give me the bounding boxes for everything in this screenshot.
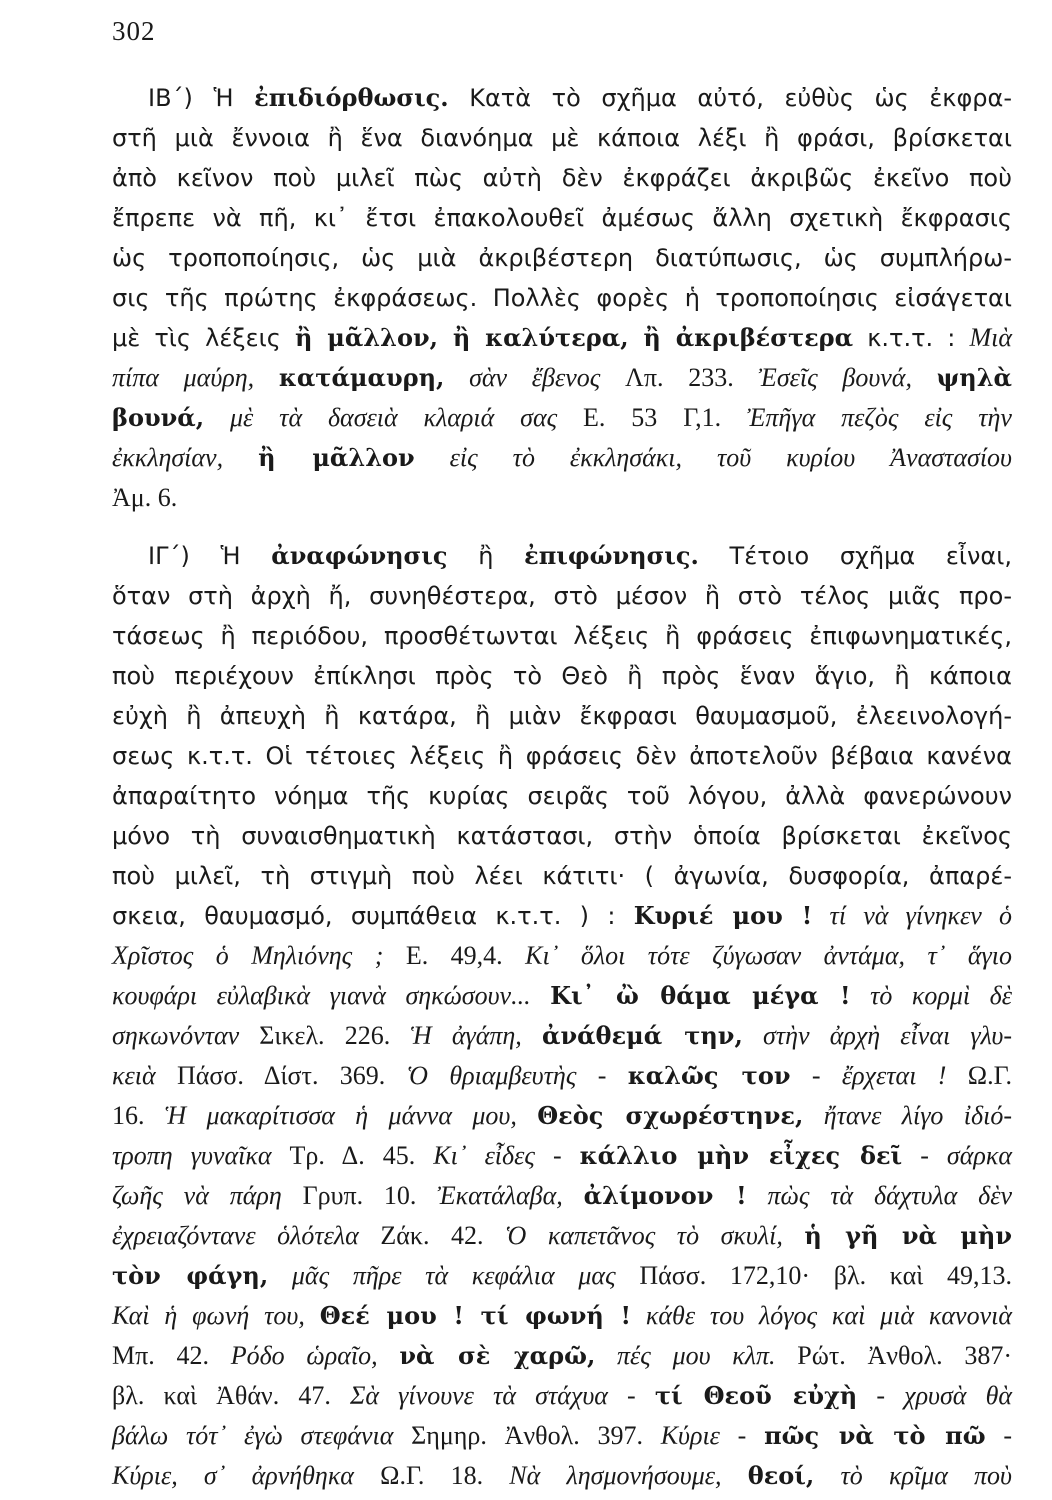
emphasized-phrase: θεοί, [747,1461,815,1490]
text-run: ποὺ μιλεῖ, τὴ στιγμὴ ποὺ λέει κάτιτι· ( ἀγωνία, δυσφορία, ἀπαρέ- [112,862,1012,890]
text-run: τὸ κορμὶ δὲ [850,981,1013,1010]
text-run: Ἐπῆγα πεζὸς εἰς τὴν [746,403,1012,432]
section-ig-line [112,776,1012,816]
text-run: Ἡ ἀγάπη, [410,1021,542,1050]
emphasized-phrase: Κυριέ μου ! [633,901,813,930]
section-ib-line [112,238,1012,278]
section-ig-line [112,656,1012,696]
emphasized-phrase: ἢ μᾶλλον [258,443,415,472]
section-ig-line [112,1216,1012,1256]
text-run: Γρυπ. 10. [302,1181,438,1210]
text-run: μὲ τὰ δασειὰ κλαριά σας [204,403,584,432]
section-ig-line [112,696,1012,736]
section-ig-line [112,1376,1012,1416]
text-run: Χρῖστος ὁ Μηλιόνης ; [112,941,406,970]
text-run: Πάσσ. Δίστ. 369. [176,1061,407,1090]
text-run: Λπ. 233. [625,363,759,392]
text-run: Σὰ γίνουνε τὰ στάχυα - [349,1381,655,1410]
section-ig-line [112,856,1012,896]
text-run: Κύριε, σ᾽ ἀρνήθηκα [112,1461,381,1490]
emphasized-phrase: κατάμαυρη, [278,363,445,392]
section-ig-line [112,1416,1012,1456]
emphasized-phrase: καλῶς τον [627,1061,791,1090]
text-run: πές μου κλπ. [595,1341,798,1370]
text-run: βάλω τότ᾽ ἐγὼ στεφάνια [112,1421,412,1450]
text-run: ἔπρεπε νὰ πῆ, κι᾽ ἔτσι ἐπακολουθεῖ ἀμέσως ἄλλη σχετικὴ ἔκφρασις [112,204,1012,232]
text-run: ΙΒ΄) Ἡ [148,84,255,112]
text-run: Κατὰ τὸ σχῆμα αὐτό, εὐθὺς ὡς ἐκφρα- [448,84,1012,112]
text-run: Κι᾽ εἶδες - [433,1141,580,1170]
section-ib-line [112,78,1012,118]
text-run: Ἐκατάλαβα, [437,1181,584,1210]
text-run: τὸ κρῖμα ποὺ [814,1461,1012,1490]
section-ib-paragraph [112,78,1012,518]
emphasized-phrase: ἡ γῆ νὰ μὴν [804,1221,1012,1250]
text-run: Ρώτ. Ἀνθολ. 387· [797,1341,1012,1370]
emphasized-phrase: ἐπιφώνησις. [524,541,699,570]
section-ig-line [112,976,1012,1016]
emphasized-phrase: ψηλὰ [936,363,1013,392]
section-ib-line [112,318,1012,358]
section-ib-line [112,198,1012,238]
text-run: τάσεως ἢ περιόδου, προσθέτωνται λέξεις ἢ φράσεις ἐπιφωνηματικές, [112,622,1012,650]
text-run: τί νὰ γίνηκεν ὁ [812,901,1012,930]
section-ig-line [112,1256,1012,1296]
text-run: σηκωνόνταν [112,1021,260,1050]
section-ig-line [112,616,1012,656]
text-run: ζωῆς νὰ πάρη [112,1181,303,1210]
text-run: Ε. 53 Γ,1. [583,403,747,432]
emphasized-phrase: ἀλίμονον ! [583,1181,747,1210]
text-run: - ἔρχεται ! [790,1061,968,1090]
text-run: Κύριε - [660,1421,765,1450]
text-run: Ω.Γ. 18. [380,1461,510,1490]
text-run: Ρόδο ὡραῖο, [230,1341,400,1370]
text-run: σὰν ἔβενος [444,363,626,392]
emphasized-phrase: πῶς νὰ τὸ πῶ [764,1421,986,1450]
text-run: ἢ [447,542,525,570]
section-ig-line [112,1096,1012,1136]
text-run: σις τῆς πρώτης ἐκφράσεως. Πολλὲς φορὲς ἡ τροποποίησις εἰσάγεται [112,284,1012,312]
text-run: εἰς τὸ ἐκκλησάκι, τοῦ κυρίου Ἀναστασίου [414,443,1012,472]
text-run: μόνο τὴ συναισθηματικὴ κατάστασι, στὴν ὁποία βρίσκεται ἐκεῖνος [112,822,1012,850]
text-run: βλ. καὶ Ἀθάν. 47. [112,1381,350,1410]
text-run: πὼς τὰ δάχτυλα δὲν [746,1181,1012,1210]
text-run: Τρ. Δ. 45. [289,1141,434,1170]
emphasized-phrase: ἐπιδιόρθωσις. [254,83,449,112]
text-run: ΙΓ΄) Ἡ [148,542,272,570]
text-run: Ἐσεῖς βουνά, [758,363,937,392]
section-ib-line [112,438,1012,478]
text-run: Μπ. 42. [112,1341,231,1370]
text-run: στὴν ἀρχὴ εἶναι γλυ- [742,1021,1012,1050]
text-run: 16. [112,1101,165,1130]
text-run: Σημηρ. Ἀνθολ. 397. [411,1421,661,1450]
section-ib-line [112,158,1012,198]
text-run: σκεια, θαυμασμό, συμπάθεια κ.τ.τ. ) : [112,902,634,930]
text-run: ἐχρειαζόντανε ὁλότελα [112,1221,381,1250]
emphasized-phrase: τὸν φάγη, [112,1261,269,1290]
section-ig-line [112,896,1012,936]
text-run: κάθε του λόγος καὶ μιὰ κανονιὰ [631,1301,1012,1330]
text-run: Ὁ καπετᾶνος τὸ σκυλί, [505,1221,805,1250]
text-run: Ε. 49,4. [405,941,526,970]
text-run: Ἡ μακαρίτισσα ἡ μάννα μου, [164,1101,538,1130]
emphasized-phrase: κάλλιο μὴν εἶχες δεῖ [579,1141,903,1170]
text-run: ὡς τροποποίησις, ὡς μιὰ ἀκριβέστερη διατύπωσις, ὡς συμπλήρω- [112,244,1012,272]
section-ig-line [112,1456,1012,1496]
text-run: ἀπαραίτητο νόημα τῆς κυρίας σειρᾶς τοῦ λόγου, ἀλλὰ φανερώνουν [112,782,1012,810]
text-run: μᾶς πῆρε τὰ κεφάλια μας [268,1261,640,1290]
emphasized-phrase: ἀναφώνησις [271,541,448,570]
emphasized-phrase: Κι᾽ ὢ θάμα μέγα ! [550,981,851,1010]
text-run: Πάσσ. 172,10· βλ. καὶ 49,13. [639,1261,1012,1290]
text-run: Ἀμ. 6. [112,483,178,512]
section-ig-line [112,1136,1012,1176]
text-run: τροπη γυναῖκα [112,1141,290,1170]
text-run: ὅταν στὴ ἀρχὴ ἤ, συνηθέστερα, στὸ μέσον ἢ στὸ τέλος μιᾶς προ- [112,582,1012,610]
text-run: εὐχὴ ἢ ἀπευχὴ ἢ κατάρα, ἢ μιὰν ἔκφρασι θαυμασμοῦ, ἐλεεινολογή- [112,702,1012,730]
text-run: ποὺ περιέχουν ἐπίκλησι πρὸς τὸ Θεὸ ἢ πρὸς ἕναν ἅγιο, ἢ κάποια [112,662,1012,690]
text-run: σεως κ.τ.τ. Οἱ τέτοιες λέξεις ἢ φράσεις δὲν ἀποτελοῦν βέβαια κανένα [112,742,1012,770]
section-ig-line [112,816,1012,856]
text-run: ἀπὸ κεῖνον ποὺ μιλεῖ πὼς αὐτὴ δὲν ἐκφράζει ἀκριβῶς ἐκεῖνο ποὺ [112,164,1012,192]
text-run: πίπα μαύρη, [112,363,279,392]
text-run: - σάρκα [902,1141,1013,1170]
section-ig-line [112,1336,1012,1376]
emphasized-phrase: τί Θεοῦ εὐχὴ [654,1381,858,1410]
text-run: Νὰ λησμονήσουμε, [509,1461,748,1490]
section-ig-line [112,936,1012,976]
text-run: Καὶ ἡ φωνή του, [112,1301,320,1330]
emphasized-phrase: Θεέ μου ! τί φωνή ! [319,1301,632,1330]
text-run: κουφάρι εὐλαβικὰ γιανὰ σηκώσουν... [112,981,551,1010]
emphasized-phrase: ἢ μᾶλλον, ἢ καλύτερα, ἢ ἀκριβέστερα [294,323,854,352]
text-run: Ζάκ. 42. [380,1221,505,1250]
emphasized-phrase: νὰ σὲ χαρῶ, [399,1341,596,1370]
text-run: ἐκκλησίαν, [112,443,259,472]
section-ig-line [112,536,1012,576]
text-run: - χρυσὰ θὰ [857,1381,1013,1410]
section-ig-line [112,1016,1012,1056]
text-run: Κι᾽ ὅλοι τότε ζύγωσαν ἀντάμα, τ᾽ ἅγιο [525,941,1013,970]
section-ig-line [112,1176,1012,1216]
section-ib-line [112,278,1012,318]
text-run: Ὁ θριαμβευτὴς - [406,1061,628,1090]
emphasized-phrase: Θεὸς σχωρέστηνε, [537,1101,804,1130]
section-ig-line [112,1056,1012,1096]
text-run: Σικελ. 226. [259,1021,411,1050]
section-ig-line [112,576,1012,616]
section-ib-line [112,118,1012,158]
text-run: κειὰ [112,1061,177,1090]
section-ig-line [112,736,1012,776]
text-run: Ω.Γ. [967,1061,1012,1090]
text-run: Μιὰ [969,323,1013,352]
text-run: κ.τ.τ. : [853,324,970,352]
emphasized-phrase: βουνά, [112,403,205,432]
section-ig-line [112,1296,1012,1336]
section-ib-line [112,478,1012,518]
text-run: μὲ τὶς λέξεις [112,324,295,352]
section-ib-line [112,398,1012,438]
emphasized-phrase: ἀνάθεμά την, [541,1021,743,1050]
text-run: Τέτοιο σχῆμα εἶναι, [698,542,1013,570]
section-ib-line [112,358,1012,398]
text-run: ἤτανε λίγο ἰδιό- [803,1101,1012,1130]
text-run: στῆ μιὰ ἔννοια ἢ ἕνα διανόημα μὲ κάποια λέξι ἢ φράσι, βρίσκεται [112,124,1012,152]
section-ig-paragraph [112,536,1012,1496]
text-run: - [985,1421,1012,1450]
page-number: 302 [112,16,156,46]
